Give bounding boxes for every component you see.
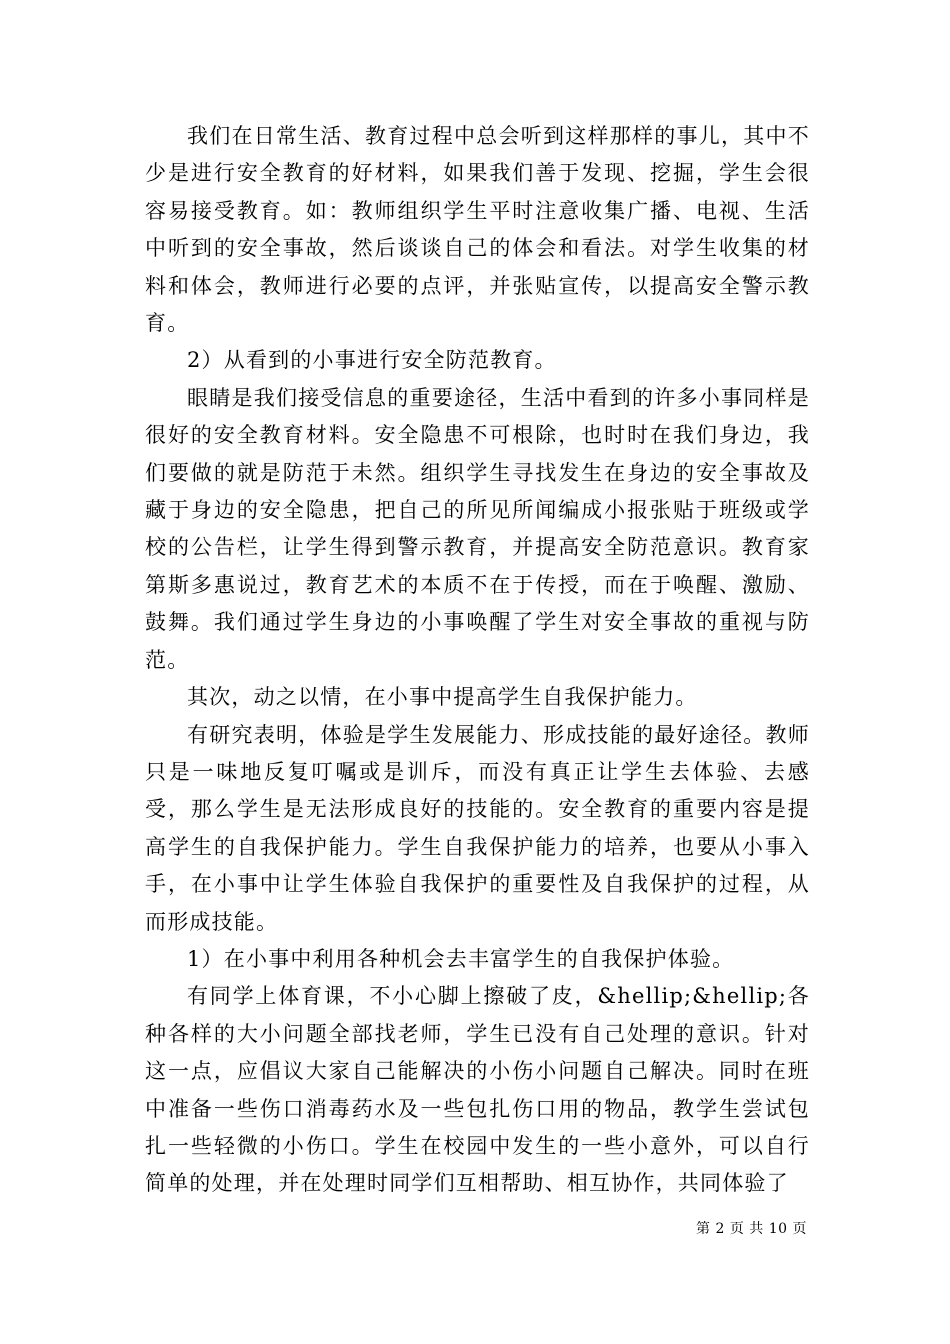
paragraph: 1）在小事中利用各种机会去丰富学生的自我保护体验。: [187, 946, 735, 971]
paragraph: 我们在日常生活、教育过程中总会听到这样那样的事儿，其中不少是进行安全教育的好材料，如果我们善于发现、挖掘，学生会很容易接受教育。如：教师组织学生平时注意收集广播、电视、生活中听到的安全事故，然后谈谈自己的体会和看法。对学生收集的材料和体会，教师进行必要的点评，并张贴宣传，以提高安全警示教育。: [145, 124, 810, 336]
paragraph: 眼睛是我们接受信息的重要途径，生活中看到的许多小事同样是很好的安全教育材料。安全隐患不可根除，也时时在我们身边，我们要做的就是防范于未然。组织学生寻找发生在身边的安全事故及藏于身边的安全隐患，把自己的所见所闻编成小报张贴于班级或学校的公告栏，让学生得到警示教育，并提高安全防范意识。教育家第斯多惠说过，教育艺术的本质不在于传授，而在于唤醒、激励、鼓舞。我们通过学生身边的小事唤醒了学生对安全事故的重视与防范。: [145, 385, 810, 672]
paragraph: 有同学上体育课，不小心脚上擦破了皮，&hellip;&hellip;各种各样的大小问题全部找老师，学生已没有自己处理的意识。针对这一点，应倡议大家自己能解决的小伤小问题自己解决。同时在班中准备一些伤口消毒药水及一些包扎伤口用的物品，教学生尝试包扎一些轻微的小伤口。学生在校园中发生的一些小意外，可以自行简单的处理，并在处理时同学们互相帮助、相互协作，共同体验了: [145, 984, 810, 1196]
paragraph: 有研究表明，体验是学生发展能力、形成技能的最好途径。教师只是一味地反复叮嘱或是训斥，而没有真正让学生去体验、去感受，那么学生是无法形成良好的技能的。安全教育的重要内容是提高学生的自我保护能力。学生自我保护能力的培养，也要从小事入手，在小事中让学生体验自我保护的重要性及自我保护的过程，从而形成技能。: [145, 722, 810, 934]
paragraph: 2）从看到的小事进行安全防范教育。: [187, 348, 557, 373]
page-number-footer: 第 2 页 共 10 页: [696, 1221, 807, 1237]
paragraph: 其次，动之以情，在小事中提高学生自我保护能力。: [187, 685, 698, 710]
document-body: [145, 118, 810, 1203]
